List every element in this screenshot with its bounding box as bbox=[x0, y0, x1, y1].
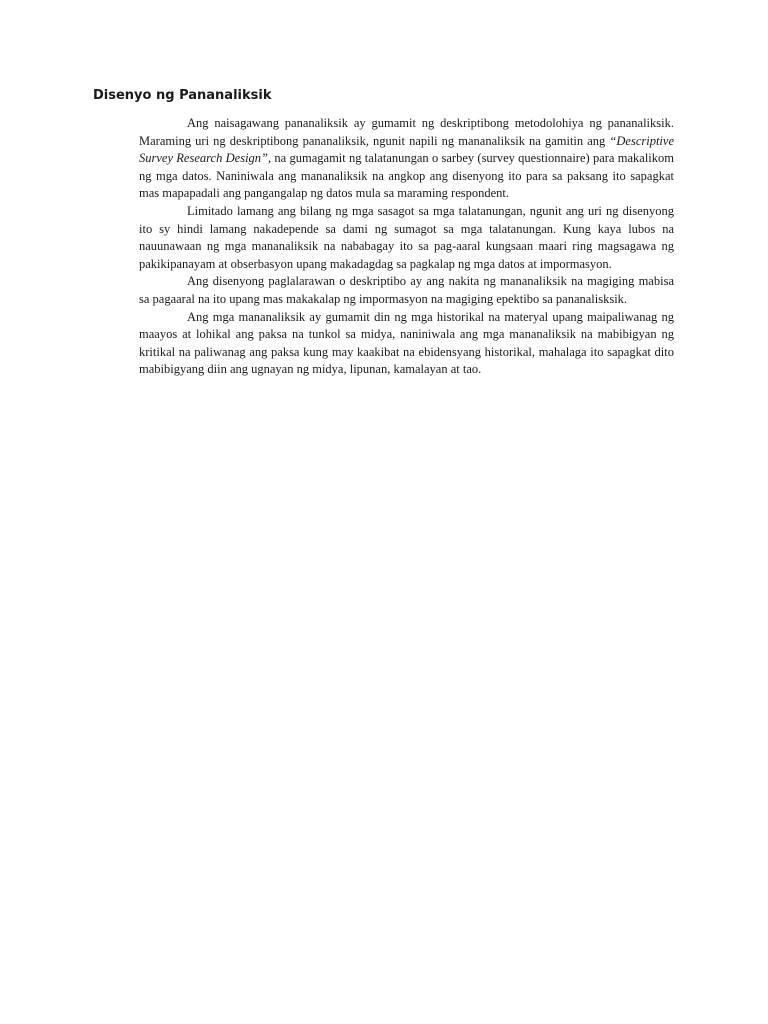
document-heading: Disenyo ng Pananaliksik bbox=[93, 88, 272, 103]
paragraph-3: Ang disenyong paglalarawan o deskriptibo ay ang nakita ng mananaliksik na magiging mabisa sa pagaaral na ito upang mas makakalap ng impormasyon na magiging epektibo sa pananalisksik. bbox=[139, 274, 674, 306]
paragraph-2: Limitado lamang ang bilang ng mga sasagot sa mga talatanungan, ngunit ang uri ng disenyong ito sy hindi lamang nakadepende sa dami ng sumagot sa mga talatanungan. Kung kaya lubos na nauunawaan ng mga mananaliksik na nababagay ito sa pag-aaral kungsaan maari ring magsagawa ng pakikipanayam at obserbasyon upang makadagdag sa pagkalap ng mga datos at impormasyon. bbox=[139, 203, 674, 271]
document-body bbox=[139, 115, 674, 379]
paragraph-1-text-end: na gumagamit ng talatanungan o sarbey (survey questionnaire) para makalikom ng mga datos. Naniniwala ang mananaliksik na angkop ang disenyong ito para sa paksang ito sapagkat mas mapapadali ang pangangalap ng datos mula sa maraming respondent. bbox=[139, 151, 674, 201]
paragraph-4: Ang mga mananaliksik ay gumamit din ng mga historikal na materyal upang maipaliwanag ng maayos at lohikal ang paksa na tunkol sa midya, naniniwala ang mga mananaliksik na mabibigyan ng kritikal na paliwanag ang paksa kung may kaakibat na ebidensyang historikal, mahalaga ito sapagkat dito mabibigyang diin ang ugnayan ng midya, lipunan, kamalayan at tao. bbox=[139, 309, 674, 377]
paragraph-1-emphasis: “Descriptive Survey Research Design”, bbox=[139, 133, 674, 166]
paragraph-1-text-start: Ang naisagawang pananaliksik ay gumamit ng deskriptibong metodolohiya ng pananaliksik. Maraming uri ng deskriptibong pananaliksik, ngunit napili ng mananaliksik na gamitin ang bbox=[139, 116, 674, 148]
paragraph-1 bbox=[139, 115, 674, 203]
